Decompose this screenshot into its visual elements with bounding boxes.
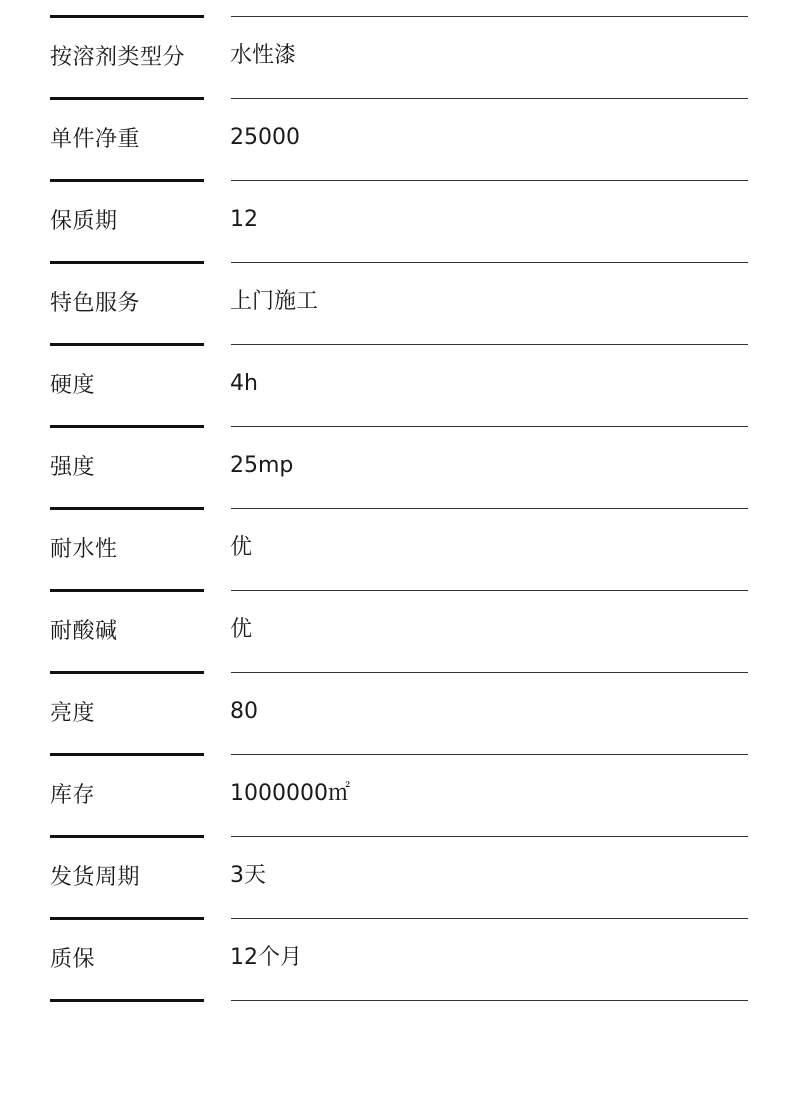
label-divider (50, 917, 204, 920)
label-divider (50, 97, 204, 100)
label-divider (50, 753, 204, 756)
spec-value: 25mp (230, 453, 294, 478)
spec-label: 特色服务 (50, 291, 141, 316)
spec-value: 12个月 (230, 945, 302, 970)
label-divider (50, 15, 204, 18)
spec-label: 库存 (50, 783, 96, 808)
spec-row-warranty (0, 917, 800, 999)
value-divider (231, 262, 748, 263)
spec-label: 单件净重 (50, 127, 141, 152)
spec-label: 亮度 (50, 701, 96, 726)
spec-label: 耐水性 (50, 537, 118, 562)
spec-label: 发货周期 (50, 865, 141, 890)
value-divider (231, 508, 748, 509)
value-divider (231, 180, 748, 181)
label-divider (50, 343, 204, 346)
label-divider (50, 835, 204, 838)
spec-value: 上门施工 (230, 289, 319, 314)
spec-label: 按溶剂类型分 (50, 45, 186, 70)
table-bottom-border (0, 999, 800, 1003)
value-divider (231, 1000, 748, 1001)
spec-value: 水性漆 (230, 43, 297, 68)
label-divider (50, 261, 204, 264)
value-divider (231, 754, 748, 755)
label-divider (50, 179, 204, 182)
spec-row-net-weight (0, 97, 800, 179)
spec-value: 25000 (230, 125, 300, 150)
spec-value: 3天 (230, 863, 266, 888)
spec-row-delivery-period (0, 835, 800, 917)
value-divider (231, 672, 748, 673)
value-divider (231, 590, 748, 591)
spec-row-gloss (0, 671, 800, 753)
spec-row-shelf-life (0, 179, 800, 261)
label-divider (50, 589, 204, 592)
spec-label: 保质期 (50, 209, 118, 234)
spec-row-hardness (0, 343, 800, 425)
value-divider (231, 836, 748, 837)
spec-label: 耐酸碱 (50, 619, 118, 644)
spec-value: 优 (230, 535, 253, 560)
spec-label: 质保 (50, 947, 96, 972)
spec-value: 12 (230, 207, 258, 232)
value-divider (231, 918, 748, 919)
spec-value: 1000000㎡ (230, 781, 350, 806)
spec-row-stock (0, 753, 800, 835)
label-divider (50, 999, 204, 1002)
value-divider (231, 344, 748, 345)
spec-value: 4h (230, 371, 258, 396)
value-divider (231, 426, 748, 427)
spec-label: 强度 (50, 455, 96, 480)
spec-value: 80 (230, 699, 258, 724)
spec-row-special-service (0, 261, 800, 343)
spec-row-acid-alkali-resistance (0, 589, 800, 671)
spec-row-solvent-type (0, 15, 800, 97)
label-divider (50, 507, 204, 510)
label-divider (50, 671, 204, 674)
value-divider (231, 16, 748, 17)
label-divider (50, 425, 204, 428)
spec-row-water-resistance (0, 507, 800, 589)
spec-label: 硬度 (50, 373, 96, 398)
value-divider (231, 98, 748, 99)
spec-row-strength (0, 425, 800, 507)
spec-value: 优 (230, 617, 253, 642)
